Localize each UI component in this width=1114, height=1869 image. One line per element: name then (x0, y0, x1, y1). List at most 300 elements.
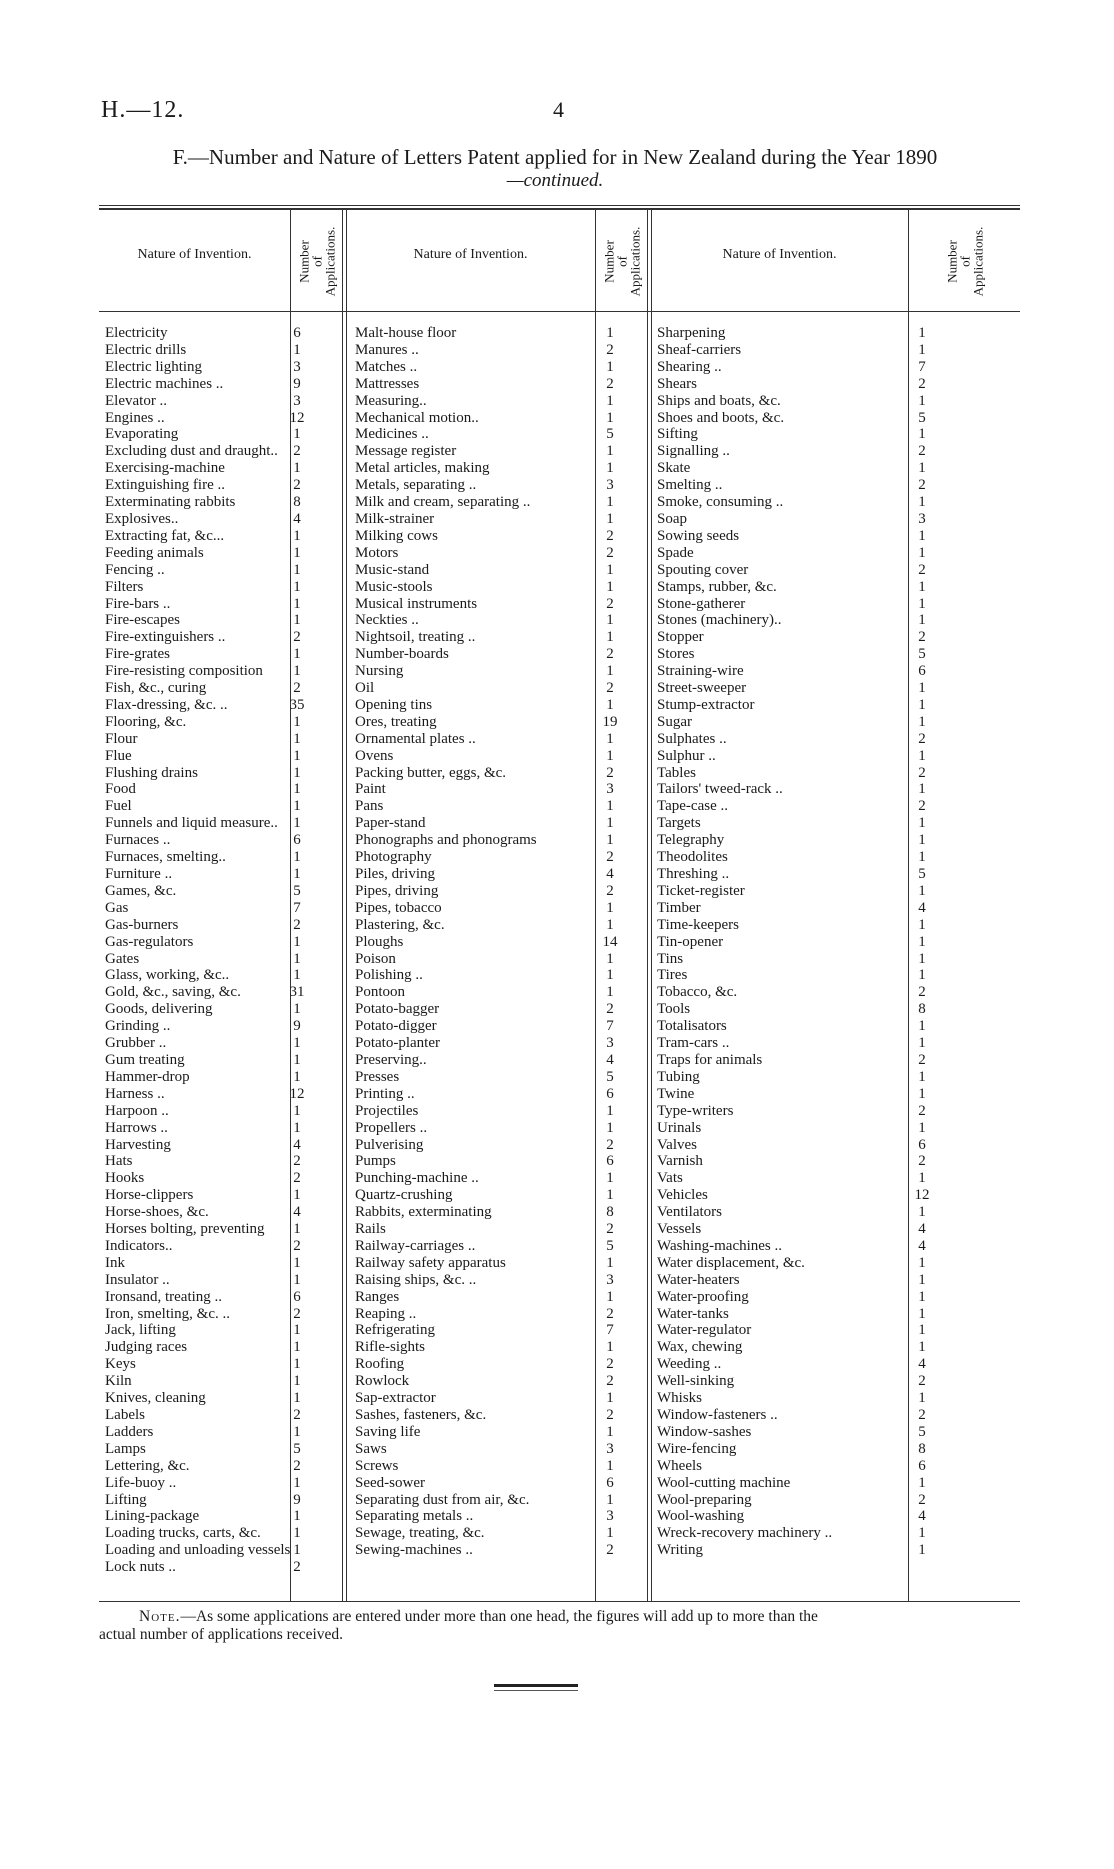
application-count: 4 (918, 1221, 926, 1238)
application-count: 1 (293, 544, 301, 561)
table-row (105, 900, 345, 917)
table-row (105, 1322, 345, 1339)
invention-name: Wire-fencing (657, 1440, 737, 1457)
table-row (657, 596, 1020, 613)
invention-name: Stopper (657, 629, 704, 646)
invention-name: Wax, chewing (657, 1339, 743, 1356)
table-top-rule-thick (99, 208, 1020, 210)
application-count: 6 (918, 1457, 926, 1474)
invention-name: Ships and boats, &c. (657, 392, 781, 409)
invention-name: Opening tins (355, 696, 433, 713)
invention-name: Paint (355, 781, 386, 798)
table-row (355, 342, 647, 359)
application-count: 2 (606, 1221, 614, 1238)
application-count: 1 (918, 933, 926, 950)
table-row (355, 1492, 647, 1509)
invention-name: Totalisators (657, 1018, 727, 1035)
table-row (657, 748, 1020, 765)
invention-name: Music-stools (355, 578, 433, 595)
application-count: 8 (918, 1001, 926, 1018)
table-row (105, 1508, 345, 1525)
application-count: 1 (293, 646, 301, 663)
invention-name: Hooks (105, 1170, 145, 1187)
table-row (105, 832, 345, 849)
invention-name: Type-writers (657, 1102, 734, 1119)
application-count: 5 (606, 1068, 614, 1085)
application-count: 2 (918, 477, 926, 494)
table-row (355, 849, 647, 866)
application-count: 2 (606, 1001, 614, 1018)
table-row (105, 562, 345, 579)
application-count: 2 (606, 1356, 614, 1373)
table-row (355, 426, 647, 443)
table-row (355, 883, 647, 900)
invention-name: Sewing-machines .. (355, 1542, 473, 1559)
table-row (105, 1542, 345, 1559)
table-row (105, 1441, 345, 1458)
invention-name: Sashes, fasteners, &c. (355, 1407, 487, 1423)
invention-name: Valves (657, 1136, 697, 1153)
invention-name: Labels (105, 1407, 145, 1423)
table-row (657, 612, 1020, 629)
application-count: 7 (293, 899, 301, 916)
table-row (105, 748, 345, 765)
application-count: 1 (606, 1102, 614, 1119)
application-count: 7 (606, 1018, 614, 1035)
table-row (105, 984, 345, 1001)
application-count: 2 (918, 1373, 926, 1390)
invention-name: Sifting (657, 426, 698, 443)
invention-name: Furnaces .. (105, 832, 171, 849)
invention-name: Saving life (355, 1423, 421, 1440)
application-count: 3 (606, 1508, 614, 1525)
application-count: 2 (606, 1373, 614, 1390)
application-count: 1 (293, 460, 301, 477)
invention-name: Iron, smelting, &c. .. (105, 1305, 230, 1322)
application-count: 1 (606, 1119, 614, 1136)
application-count: 2 (606, 646, 614, 663)
table-row (657, 511, 1020, 528)
application-count: 4 (293, 1204, 301, 1221)
application-count: 1 (606, 1339, 614, 1356)
table-row (105, 1052, 345, 1069)
table-row (105, 1289, 345, 1306)
application-count: 4 (606, 866, 614, 882)
table-row (355, 1255, 647, 1272)
application-count: 1 (606, 832, 614, 849)
table-row (105, 1001, 345, 1018)
application-count: 6 (606, 1153, 614, 1170)
application-count: 1 (918, 1542, 926, 1559)
table-row (657, 1221, 1020, 1238)
application-count: 1 (918, 950, 926, 967)
footnote-lead: Note. (139, 1608, 181, 1625)
table-row (657, 1424, 1020, 1441)
table-row (657, 325, 1020, 342)
document-code: H.—12. (101, 97, 185, 123)
invention-name: Fencing .. (105, 561, 165, 578)
application-count: 2 (293, 477, 301, 494)
invention-name: Reaping .. (355, 1305, 417, 1322)
table-row (657, 934, 1020, 951)
invention-name: Ores, treating (355, 713, 437, 730)
application-count: 6 (293, 1288, 301, 1305)
invention-name: Milk-strainer (355, 510, 435, 527)
application-count: 1 (293, 1508, 301, 1525)
table-row (657, 1255, 1020, 1272)
invention-name: Roofing (355, 1356, 405, 1373)
table-row (105, 1525, 345, 1542)
table-row (355, 1238, 647, 1255)
application-count: 1 (293, 612, 301, 629)
application-count: 5 (918, 1423, 926, 1440)
table-row (657, 443, 1020, 460)
table-row (105, 596, 345, 613)
application-count: 1 (918, 967, 926, 984)
entries-column-1 (105, 325, 345, 1576)
table-row (105, 612, 345, 629)
table-row (105, 1373, 345, 1390)
invention-name: Electric machines .. (105, 375, 224, 392)
table-row (355, 1458, 647, 1475)
table-row (657, 900, 1020, 917)
table-row (657, 1204, 1020, 1221)
invention-name: Engines .. (105, 409, 165, 426)
table-row (355, 951, 647, 968)
invention-name: Tailors' tweed-rack .. (657, 781, 783, 798)
invention-name: Rifle-sights (355, 1339, 425, 1356)
table-row (355, 1407, 647, 1424)
application-count: 1 (606, 392, 614, 409)
application-count: 1 (293, 764, 301, 781)
table-row (355, 443, 647, 460)
invention-name: Stamps, rubber, &c. (657, 578, 777, 595)
table-row (355, 967, 647, 984)
invention-name: Measuring.. (355, 392, 427, 409)
page-number: 4 (553, 97, 564, 122)
application-count: 5 (918, 646, 926, 663)
invention-name: Printing .. (355, 1085, 415, 1102)
application-count: 4 (918, 1237, 926, 1254)
application-count: 2 (606, 849, 614, 866)
application-count: 1 (918, 1339, 926, 1356)
header-rule (99, 311, 1020, 312)
header-nature-3: Nature of Invention. (722, 247, 837, 262)
application-count: 1 (918, 1085, 926, 1102)
invention-name: Musical instruments (355, 595, 478, 612)
application-count: 1 (293, 1390, 301, 1407)
application-count: 1 (293, 1254, 301, 1271)
application-count: 1 (606, 443, 614, 460)
invention-name: Pans (355, 798, 384, 815)
table-row (105, 1153, 345, 1170)
table-row (657, 1322, 1020, 1339)
invention-name: Fire-bars .. (105, 595, 171, 612)
application-count: 6 (606, 1085, 614, 1102)
invention-name: Motors (355, 544, 399, 561)
application-count: 1 (293, 1542, 301, 1559)
table-row (355, 596, 647, 613)
invention-name: Milking cows (355, 527, 438, 544)
application-count: 1 (918, 494, 926, 511)
table-row (105, 934, 345, 951)
table-row (355, 984, 647, 1001)
application-count: 7 (606, 1322, 614, 1339)
application-count: 4 (918, 899, 926, 916)
invention-name: Tin-opener (657, 933, 724, 950)
invention-name: Fire-resisting composition (105, 663, 263, 680)
invention-name: Flue (105, 747, 132, 764)
application-count: 1 (293, 967, 301, 984)
application-count: 12 (914, 1187, 930, 1204)
table-title: F.—Number and Nature of Letters Patent applied for in New Zealand during the Year 1890 (172, 145, 938, 169)
application-count: 1 (918, 325, 926, 341)
table-row (657, 426, 1020, 443)
application-count: 1 (606, 1187, 614, 1204)
table-row (105, 731, 345, 748)
table-row (657, 562, 1020, 579)
table-row (105, 849, 345, 866)
application-count: 2 (606, 1407, 614, 1423)
invention-name: Propellers .. (355, 1119, 428, 1136)
application-count: 12 (289, 1085, 305, 1102)
invention-name: Wool-cutting machine (657, 1474, 791, 1491)
invention-name: Exercising-machine (105, 460, 225, 477)
application-count: 1 (606, 798, 614, 815)
table-row (657, 1137, 1020, 1154)
application-count: 1 (606, 950, 614, 967)
application-count: 1 (918, 713, 926, 730)
invention-name: Exterminating rabbits (105, 494, 236, 511)
application-count: 1 (606, 358, 614, 375)
application-count: 4 (918, 1508, 926, 1525)
table-row (105, 951, 345, 968)
table-row (355, 1339, 647, 1356)
application-count: 1 (606, 984, 614, 1001)
table-row (657, 1103, 1020, 1120)
application-count: 1 (293, 713, 301, 730)
table-row (105, 1137, 345, 1154)
invention-name: Spouting cover (657, 561, 749, 578)
table-row (105, 1221, 345, 1238)
invention-name: Telegraphy (657, 832, 725, 849)
table-row (657, 545, 1020, 562)
table-row (657, 646, 1020, 663)
application-count: 1 (293, 1525, 301, 1542)
table-row (657, 1306, 1020, 1323)
application-count: 1 (918, 1068, 926, 1085)
table-row (105, 781, 345, 798)
invention-name: Packing butter, eggs, &c. (355, 764, 507, 781)
table-row (657, 1120, 1020, 1137)
invention-name: Lamps (105, 1440, 146, 1457)
application-count: 14 (602, 933, 618, 950)
table-row (355, 376, 647, 393)
invention-name: Rabbits, exterminating (355, 1204, 492, 1221)
table-row (657, 1069, 1020, 1086)
application-count: 6 (606, 1474, 614, 1491)
application-count: 1 (918, 544, 926, 561)
invention-name: Vehicles (657, 1187, 708, 1204)
invention-name: Well-sinking (657, 1373, 735, 1390)
invention-name: Urinals (657, 1119, 702, 1136)
invention-name: Metals, separating .. (355, 477, 477, 494)
application-count: 4 (918, 1356, 926, 1373)
invention-name: Insulator .. (105, 1271, 170, 1288)
application-count: 4 (606, 1051, 614, 1068)
table-row (355, 1086, 647, 1103)
invention-name: Pontoon (355, 984, 406, 1001)
invention-name: Stores (657, 646, 695, 663)
invention-name: Harness .. (105, 1085, 165, 1102)
table-row (105, 917, 345, 934)
invention-name: Hammer-drop (105, 1068, 190, 1085)
table-row (657, 494, 1020, 511)
invention-name: Preserving.. (355, 1051, 427, 1068)
application-count: 1 (606, 1423, 614, 1440)
table-row (657, 866, 1020, 883)
invention-name: Twine (657, 1085, 695, 1102)
invention-name: Lock nuts .. (105, 1559, 176, 1576)
table-row (355, 1272, 647, 1289)
table-row (105, 1390, 345, 1407)
table-row (355, 579, 647, 596)
table-row (657, 1525, 1020, 1542)
table-row (657, 1238, 1020, 1255)
invention-name: Flax-dressing, &c. .. (105, 696, 228, 713)
application-count: 2 (606, 1542, 614, 1559)
invention-name: Flushing drains (105, 764, 198, 781)
table-row (657, 1356, 1020, 1373)
table-row (657, 1289, 1020, 1306)
table-row (105, 1356, 345, 1373)
application-count: 1 (918, 426, 926, 443)
application-count: 1 (918, 341, 926, 358)
application-count: 2 (293, 1559, 301, 1576)
application-count: 5 (293, 882, 301, 899)
table-row (105, 798, 345, 815)
invention-name: Knives, cleaning (105, 1390, 206, 1407)
application-count: 1 (606, 696, 614, 713)
invention-name: Fire-grates (105, 646, 170, 663)
invention-name: Horse-shoes, &c. (105, 1204, 209, 1221)
application-count: 2 (918, 1051, 926, 1068)
table-row (657, 1441, 1020, 1458)
invention-name: Water displacement, &c. (657, 1254, 805, 1271)
invention-name: Extracting fat, &c... (105, 527, 225, 544)
invention-name: Punching-machine .. (355, 1170, 479, 1187)
invention-name: Sheaf-carriers (657, 341, 742, 358)
application-count: 1 (606, 663, 614, 680)
application-count: 1 (606, 1491, 614, 1508)
invention-name: Furnaces, smelting.. (105, 849, 226, 866)
table-row (105, 460, 345, 477)
application-count: 1 (293, 1373, 301, 1390)
table-row (355, 1069, 647, 1086)
table-row (355, 477, 647, 494)
application-count: 1 (918, 1018, 926, 1035)
application-count: 2 (606, 1136, 614, 1153)
application-count: 1 (293, 1271, 301, 1288)
application-count: 2 (293, 1457, 301, 1474)
table-row (657, 1475, 1020, 1492)
table-row (355, 934, 647, 951)
table-row (105, 866, 345, 883)
table-row (105, 1086, 345, 1103)
table-row (105, 1407, 345, 1424)
invention-name: Screws (355, 1457, 399, 1474)
invention-name: Manures .. (355, 341, 419, 358)
table-row (105, 680, 345, 697)
invention-name: Separating dust from air, &c. (355, 1491, 530, 1508)
table-row (657, 1035, 1020, 1052)
invention-name: Vats (657, 1170, 683, 1187)
table-row (657, 832, 1020, 849)
invention-name: Ventilators (657, 1204, 722, 1221)
invention-name: Pipes, tobacco (355, 899, 442, 916)
table-row (355, 917, 647, 934)
table-row (355, 562, 647, 579)
table-row (657, 781, 1020, 798)
invention-name: Sugar (657, 713, 692, 730)
application-count: 1 (918, 1204, 926, 1221)
table-row (355, 1390, 647, 1407)
invention-name: Sewage, treating, &c. (355, 1525, 485, 1542)
invention-name: Harrows .. (105, 1119, 168, 1136)
table-row (657, 815, 1020, 832)
table-row (105, 1492, 345, 1509)
table-row (105, 1204, 345, 1221)
application-count: 1 (606, 916, 614, 933)
invention-name: Malt-house floor (355, 325, 457, 341)
application-count: 1 (293, 1035, 301, 1052)
table-row (657, 460, 1020, 477)
invention-name: Whisks (657, 1390, 702, 1407)
table-row (105, 883, 345, 900)
application-count: 8 (606, 1204, 614, 1221)
application-count: 1 (606, 561, 614, 578)
invention-name: Rowlock (355, 1373, 410, 1390)
table-row (355, 393, 647, 410)
application-count: 2 (293, 1153, 301, 1170)
application-count: 2 (293, 1407, 301, 1423)
table-row (105, 1424, 345, 1441)
invention-name: Harvesting (105, 1136, 171, 1153)
application-count: 31 (289, 984, 305, 1001)
table-row (657, 1407, 1020, 1424)
table-row (657, 376, 1020, 393)
invention-name: Sharpening (657, 325, 726, 341)
table-row (355, 1525, 647, 1542)
application-count: 1 (293, 933, 301, 950)
application-count: 1 (293, 578, 301, 595)
invention-name: Milk and cream, separating .. (355, 494, 531, 511)
application-count: 1 (293, 341, 301, 358)
invention-name: Targets (657, 815, 701, 832)
application-count: 5 (606, 1237, 614, 1254)
application-count: 3 (606, 477, 614, 494)
application-count: 2 (918, 730, 926, 747)
application-count: 1 (918, 1035, 926, 1052)
table-row (355, 1356, 647, 1373)
application-count: 1 (293, 527, 301, 544)
application-count: 1 (918, 1288, 926, 1305)
invention-name: Potato-bagger (355, 1001, 440, 1018)
invention-name: Indicators.. (105, 1237, 173, 1254)
table-row (657, 967, 1020, 984)
application-count: 1 (293, 1051, 301, 1068)
application-count: 2 (293, 443, 301, 460)
